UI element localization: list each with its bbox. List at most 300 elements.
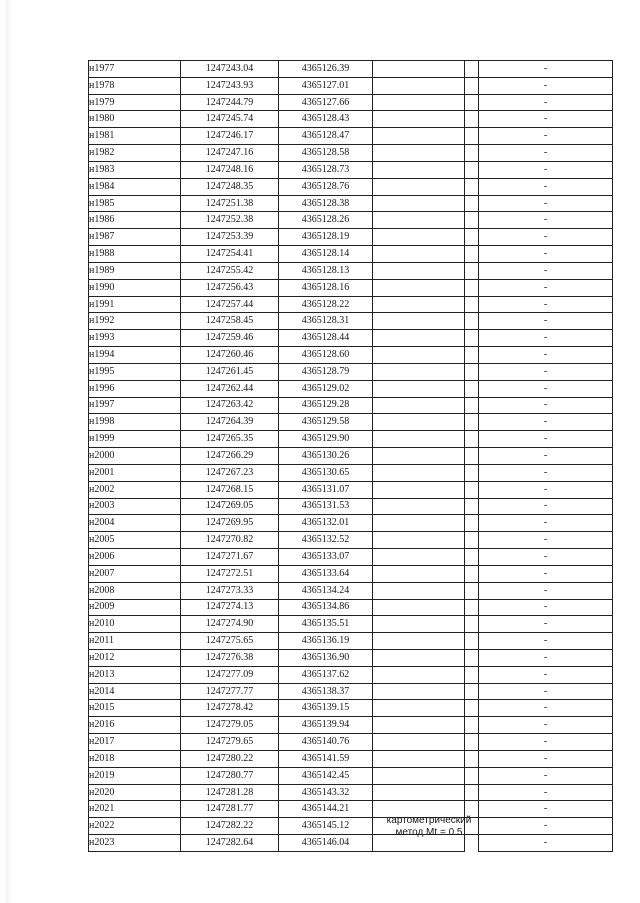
- x-coordinate-cell: 1247270.82: [181, 532, 279, 549]
- y-coordinate-cell: 4365129.58: [279, 414, 373, 431]
- table-row: [89, 700, 613, 717]
- x-coordinate-cell: 1247266.29: [181, 448, 279, 465]
- method-column-cell: [373, 481, 465, 498]
- column-gap: [465, 397, 479, 414]
- column-gap: [465, 347, 479, 364]
- x-coordinate-cell: 1247278.42: [181, 700, 279, 717]
- point-name-cell: н1994: [89, 347, 181, 364]
- x-coordinate-cell: 1247280.77: [181, 767, 279, 784]
- y-coordinate-cell: 4365127.66: [279, 94, 373, 111]
- y-coordinate-cell: 4365128.13: [279, 262, 373, 279]
- x-coordinate-cell: 1247254.41: [181, 246, 279, 263]
- y-coordinate-cell: 4365128.60: [279, 347, 373, 364]
- x-coordinate-cell: 1247243.04: [181, 61, 279, 78]
- x-coordinate-cell: 1247259.46: [181, 330, 279, 347]
- x-coordinate-cell: 1247271.67: [181, 549, 279, 566]
- accuracy-cell: -: [479, 229, 613, 246]
- accuracy-cell: -: [479, 61, 613, 78]
- accuracy-cell: -: [479, 431, 613, 448]
- accuracy-cell: -: [479, 734, 613, 751]
- accuracy-cell: -: [479, 515, 613, 532]
- method-line-1: картометрический: [386, 815, 472, 826]
- column-gap: [465, 683, 479, 700]
- method-column-cell: [373, 229, 465, 246]
- table-row: [89, 818, 613, 835]
- x-coordinate-cell: 1247275.65: [181, 633, 279, 650]
- method-column-cell: [373, 717, 465, 734]
- accuracy-cell: -: [479, 397, 613, 414]
- point-name-cell: н2002: [89, 481, 181, 498]
- column-gap: [465, 549, 479, 566]
- column-gap: [465, 633, 479, 650]
- table-row: [89, 448, 613, 465]
- accuracy-cell: -: [479, 481, 613, 498]
- point-name-cell: н1977: [89, 61, 181, 78]
- y-coordinate-cell: 4365128.47: [279, 128, 373, 145]
- point-name-cell: н1986: [89, 212, 181, 229]
- accuracy-cell: -: [479, 818, 613, 835]
- x-coordinate-cell: 1247268.15: [181, 481, 279, 498]
- point-name-cell: н2006: [89, 549, 181, 566]
- y-coordinate-cell: 4365128.38: [279, 195, 373, 212]
- accuracy-cell: -: [479, 178, 613, 195]
- point-name-cell: н1982: [89, 145, 181, 162]
- accuracy-cell: -: [479, 448, 613, 465]
- point-name-cell: н2001: [89, 464, 181, 481]
- column-gap: [465, 296, 479, 313]
- column-gap: [465, 532, 479, 549]
- method-column-cell: [373, 532, 465, 549]
- x-coordinate-cell: 1247260.46: [181, 347, 279, 364]
- column-gap: [465, 666, 479, 683]
- y-coordinate-cell: 4365142.45: [279, 767, 373, 784]
- x-coordinate-cell: 1247251.38: [181, 195, 279, 212]
- column-gap: [465, 616, 479, 633]
- accuracy-cell: -: [479, 835, 613, 852]
- method-column-cell: [373, 195, 465, 212]
- method-column-cell: [373, 683, 465, 700]
- table-row: [89, 128, 613, 145]
- x-coordinate-cell: 1247245.74: [181, 111, 279, 128]
- x-coordinate-cell: 1247273.33: [181, 582, 279, 599]
- column-gap: [465, 767, 479, 784]
- accuracy-cell: -: [479, 565, 613, 582]
- y-coordinate-cell: 4365128.43: [279, 111, 373, 128]
- x-coordinate-cell: 1247279.05: [181, 717, 279, 734]
- table-row: [89, 397, 613, 414]
- point-name-cell: н2020: [89, 784, 181, 801]
- table-row: [89, 835, 613, 852]
- table-row: [89, 565, 613, 582]
- x-coordinate-cell: 1247277.09: [181, 666, 279, 683]
- accuracy-cell: -: [479, 616, 613, 633]
- column-gap: [465, 784, 479, 801]
- point-name-cell: н2015: [89, 700, 181, 717]
- method-column-cell: [373, 784, 465, 801]
- table-row: [89, 633, 613, 650]
- accuracy-cell: -: [479, 145, 613, 162]
- accuracy-cell: -: [479, 683, 613, 700]
- method-column-cell: [373, 397, 465, 414]
- table-row: [89, 515, 613, 532]
- y-coordinate-cell: 4365140.76: [279, 734, 373, 751]
- y-coordinate-cell: 4365128.79: [279, 363, 373, 380]
- column-gap: [465, 582, 479, 599]
- method-column-cell: [373, 464, 465, 481]
- x-coordinate-cell: 1247248.35: [181, 178, 279, 195]
- method-column-cell: [373, 448, 465, 465]
- accuracy-cell: -: [479, 700, 613, 717]
- x-coordinate-cell: 1247253.39: [181, 229, 279, 246]
- x-coordinate-cell: 1247247.16: [181, 145, 279, 162]
- table-row: [89, 313, 613, 330]
- y-coordinate-cell: 4365128.44: [279, 330, 373, 347]
- point-name-cell: н2004: [89, 515, 181, 532]
- table-row: [89, 262, 613, 279]
- x-coordinate-cell: 1247252.38: [181, 212, 279, 229]
- point-name-cell: н1983: [89, 161, 181, 178]
- y-coordinate-cell: 4365126.39: [279, 61, 373, 78]
- table-row: [89, 498, 613, 515]
- x-coordinate-cell: 1247277.77: [181, 683, 279, 700]
- point-name-cell: н1978: [89, 77, 181, 94]
- y-coordinate-cell: 4365134.86: [279, 599, 373, 616]
- y-coordinate-cell: 4365128.19: [279, 229, 373, 246]
- point-name-cell: н2014: [89, 683, 181, 700]
- method-column-cell: [373, 178, 465, 195]
- accuracy-cell: -: [479, 414, 613, 431]
- y-coordinate-cell: 4365128.26: [279, 212, 373, 229]
- point-name-cell: н1988: [89, 246, 181, 263]
- y-coordinate-cell: 4365146.04: [279, 835, 373, 852]
- y-coordinate-cell: 4365145.12: [279, 818, 373, 835]
- y-coordinate-cell: 4365128.14: [279, 246, 373, 263]
- accuracy-cell: -: [479, 380, 613, 397]
- point-name-cell: н2003: [89, 498, 181, 515]
- method-column-cell: [373, 94, 465, 111]
- x-coordinate-cell: 1247248.16: [181, 161, 279, 178]
- point-name-cell: н2009: [89, 599, 181, 616]
- table-row: [89, 414, 613, 431]
- method-column-cell: [373, 734, 465, 751]
- accuracy-cell: -: [479, 347, 613, 364]
- method-column-cell: [373, 414, 465, 431]
- table-row: [89, 330, 613, 347]
- method-column-cell: [373, 767, 465, 784]
- point-name-cell: н1993: [89, 330, 181, 347]
- column-gap: [465, 700, 479, 717]
- x-coordinate-cell: 1247264.39: [181, 414, 279, 431]
- table-row: [89, 145, 613, 162]
- method-column-cell: [373, 313, 465, 330]
- accuracy-cell: -: [479, 262, 613, 279]
- method-column-cell: [373, 296, 465, 313]
- point-name-cell: н1987: [89, 229, 181, 246]
- page-edge-shadow: [6, 0, 12, 903]
- table-row: [89, 347, 613, 364]
- point-name-cell: н1991: [89, 296, 181, 313]
- y-coordinate-cell: 4365129.02: [279, 380, 373, 397]
- method-line-2: метод Mt = 0.5: [395, 827, 463, 838]
- y-coordinate-cell: 4365132.01: [279, 515, 373, 532]
- method-column-cell: [373, 616, 465, 633]
- point-name-cell: н1990: [89, 279, 181, 296]
- accuracy-cell: -: [479, 363, 613, 380]
- y-coordinate-cell: 4365128.73: [279, 161, 373, 178]
- y-coordinate-cell: 4365131.07: [279, 481, 373, 498]
- table-row: [89, 599, 613, 616]
- method-column-cell: [373, 128, 465, 145]
- x-coordinate-cell: 1247269.05: [181, 498, 279, 515]
- column-gap: [465, 145, 479, 162]
- method-column-cell: [373, 549, 465, 566]
- x-coordinate-cell: 1247263.42: [181, 397, 279, 414]
- table-row: [89, 481, 613, 498]
- x-coordinate-cell: 1247258.45: [181, 313, 279, 330]
- x-coordinate-cell: 1247262.44: [181, 380, 279, 397]
- method-column-cell: [373, 498, 465, 515]
- column-gap: [465, 448, 479, 465]
- column-gap: [465, 464, 479, 481]
- y-coordinate-cell: 4365135.51: [279, 616, 373, 633]
- accuracy-cell: -: [479, 549, 613, 566]
- table-row: [89, 431, 613, 448]
- table-row: [89, 784, 613, 801]
- y-coordinate-cell: 4365128.16: [279, 279, 373, 296]
- method-column-cell: [373, 633, 465, 650]
- point-name-cell: н2013: [89, 666, 181, 683]
- method-column-cell: [373, 515, 465, 532]
- method-column-cell: [373, 161, 465, 178]
- table-row: [89, 77, 613, 94]
- accuracy-cell: -: [479, 161, 613, 178]
- y-coordinate-cell: 4365131.53: [279, 498, 373, 515]
- point-name-cell: н1984: [89, 178, 181, 195]
- accuracy-cell: -: [479, 246, 613, 263]
- table-row: [89, 801, 613, 818]
- point-name-cell: н2021: [89, 801, 181, 818]
- column-gap: [465, 363, 479, 380]
- accuracy-cell: -: [479, 532, 613, 549]
- coordinates-table: [88, 60, 613, 852]
- accuracy-cell: -: [479, 767, 613, 784]
- table-row: [89, 717, 613, 734]
- column-gap: [465, 111, 479, 128]
- x-coordinate-cell: 1247267.23: [181, 464, 279, 481]
- point-name-cell: н2012: [89, 649, 181, 666]
- method-column-cell: [373, 666, 465, 683]
- point-name-cell: н2005: [89, 532, 181, 549]
- table-row: [89, 246, 613, 263]
- point-name-cell: н1995: [89, 363, 181, 380]
- column-gap: [465, 161, 479, 178]
- accuracy-cell: -: [479, 750, 613, 767]
- x-coordinate-cell: 1247261.45: [181, 363, 279, 380]
- column-gap: [465, 229, 479, 246]
- x-coordinate-cell: 1247282.22: [181, 818, 279, 835]
- x-coordinate-cell: 1247246.17: [181, 128, 279, 145]
- method-column-cell: [373, 111, 465, 128]
- accuracy-cell: -: [479, 464, 613, 481]
- y-coordinate-cell: 4365138.37: [279, 683, 373, 700]
- accuracy-cell: -: [479, 649, 613, 666]
- table-row: [89, 767, 613, 784]
- column-gap: [465, 649, 479, 666]
- column-gap: [465, 734, 479, 751]
- table-row: [89, 229, 613, 246]
- column-gap: [465, 212, 479, 229]
- point-name-cell: н1992: [89, 313, 181, 330]
- method-column-cell: [373, 145, 465, 162]
- table-row: [89, 532, 613, 549]
- point-name-cell: н1999: [89, 431, 181, 448]
- accuracy-cell: -: [479, 784, 613, 801]
- table-row: [89, 61, 613, 78]
- point-name-cell: н1997: [89, 397, 181, 414]
- table-row: [89, 666, 613, 683]
- point-name-cell: н2011: [89, 633, 181, 650]
- x-coordinate-cell: 1247269.95: [181, 515, 279, 532]
- method-column-cell: [373, 279, 465, 296]
- column-gap: [465, 717, 479, 734]
- column-gap: [465, 498, 479, 515]
- x-coordinate-cell: 1247244.79: [181, 94, 279, 111]
- point-name-cell: н2010: [89, 616, 181, 633]
- method-column-cell: [373, 347, 465, 364]
- accuracy-cell: -: [479, 498, 613, 515]
- y-coordinate-cell: 4365139.15: [279, 700, 373, 717]
- y-coordinate-cell: 4365130.65: [279, 464, 373, 481]
- table-row: [89, 734, 613, 751]
- table-row: [89, 161, 613, 178]
- table-row: [89, 296, 613, 313]
- point-name-cell: н2016: [89, 717, 181, 734]
- point-name-cell: н2019: [89, 767, 181, 784]
- method-column-cell: [373, 750, 465, 767]
- method-column-cell: [373, 649, 465, 666]
- column-gap: [465, 77, 479, 94]
- column-gap: [465, 94, 479, 111]
- column-gap: [465, 128, 479, 145]
- method-note: [373, 815, 485, 839]
- accuracy-cell: -: [479, 313, 613, 330]
- method-column-cell: [373, 380, 465, 397]
- point-name-cell: н2000: [89, 448, 181, 465]
- method-column-cell: [373, 330, 465, 347]
- accuracy-cell: -: [479, 111, 613, 128]
- table-row: [89, 279, 613, 296]
- column-gap: [465, 279, 479, 296]
- column-gap: [465, 178, 479, 195]
- accuracy-cell: -: [479, 717, 613, 734]
- point-name-cell: н2008: [89, 582, 181, 599]
- method-column-cell: [373, 599, 465, 616]
- column-gap: [465, 380, 479, 397]
- table-row: [89, 649, 613, 666]
- accuracy-cell: -: [479, 77, 613, 94]
- accuracy-cell: -: [479, 212, 613, 229]
- y-coordinate-cell: 4365128.31: [279, 313, 373, 330]
- x-coordinate-cell: 1247256.43: [181, 279, 279, 296]
- accuracy-cell: -: [479, 128, 613, 145]
- x-coordinate-cell: 1247281.28: [181, 784, 279, 801]
- point-name-cell: н1981: [89, 128, 181, 145]
- column-gap: [465, 262, 479, 279]
- column-gap: [465, 330, 479, 347]
- x-coordinate-cell: 1247243.93: [181, 77, 279, 94]
- column-gap: [465, 414, 479, 431]
- table-row: [89, 195, 613, 212]
- method-column-cell: [373, 61, 465, 78]
- point-name-cell: н1985: [89, 195, 181, 212]
- x-coordinate-cell: 1247255.42: [181, 262, 279, 279]
- y-coordinate-cell: 4365143.32: [279, 784, 373, 801]
- point-name-cell: н1989: [89, 262, 181, 279]
- method-column-cell: [373, 363, 465, 380]
- y-coordinate-cell: 4365128.58: [279, 145, 373, 162]
- column-gap: [465, 246, 479, 263]
- point-name-cell: н1979: [89, 94, 181, 111]
- y-coordinate-cell: 4365144.21: [279, 801, 373, 818]
- table-row: [89, 549, 613, 566]
- column-gap: [465, 565, 479, 582]
- accuracy-cell: -: [479, 296, 613, 313]
- method-column-cell: [373, 700, 465, 717]
- accuracy-cell: -: [479, 633, 613, 650]
- y-coordinate-cell: 4365132.52: [279, 532, 373, 549]
- accuracy-cell: -: [479, 330, 613, 347]
- table-row: [89, 582, 613, 599]
- column-gap: [465, 481, 479, 498]
- y-coordinate-cell: 4365141.59: [279, 750, 373, 767]
- accuracy-cell: -: [479, 94, 613, 111]
- x-coordinate-cell: 1247280.22: [181, 750, 279, 767]
- accuracy-cell: -: [479, 599, 613, 616]
- column-gap: [465, 750, 479, 767]
- method-column-cell: [373, 582, 465, 599]
- accuracy-cell: -: [479, 582, 613, 599]
- x-coordinate-cell: 1247274.90: [181, 616, 279, 633]
- method-column-cell: [373, 565, 465, 582]
- x-coordinate-cell: 1247274.13: [181, 599, 279, 616]
- column-gap: [465, 313, 479, 330]
- method-column-cell: [373, 431, 465, 448]
- table-row: [89, 111, 613, 128]
- coordinates-table-body: [89, 61, 613, 852]
- point-name-cell: н2018: [89, 750, 181, 767]
- column-gap: [465, 61, 479, 78]
- method-column-cell: [373, 212, 465, 229]
- y-coordinate-cell: 4365133.64: [279, 565, 373, 582]
- column-gap: [465, 599, 479, 616]
- y-coordinate-cell: 4365139.94: [279, 717, 373, 734]
- y-coordinate-cell: 4365137.62: [279, 666, 373, 683]
- table-row: [89, 380, 613, 397]
- x-coordinate-cell: 1247272.51: [181, 565, 279, 582]
- accuracy-cell: -: [479, 801, 613, 818]
- column-gap: [465, 195, 479, 212]
- method-column-cell: [373, 77, 465, 94]
- x-coordinate-cell: 1247279.65: [181, 734, 279, 751]
- table-row: [89, 363, 613, 380]
- x-coordinate-cell: 1247282.64: [181, 835, 279, 852]
- point-name-cell: н2023: [89, 835, 181, 852]
- table-row: [89, 212, 613, 229]
- table-row: [89, 683, 613, 700]
- accuracy-cell: -: [479, 666, 613, 683]
- y-coordinate-cell: 4365134.24: [279, 582, 373, 599]
- method-column-cell: [373, 246, 465, 263]
